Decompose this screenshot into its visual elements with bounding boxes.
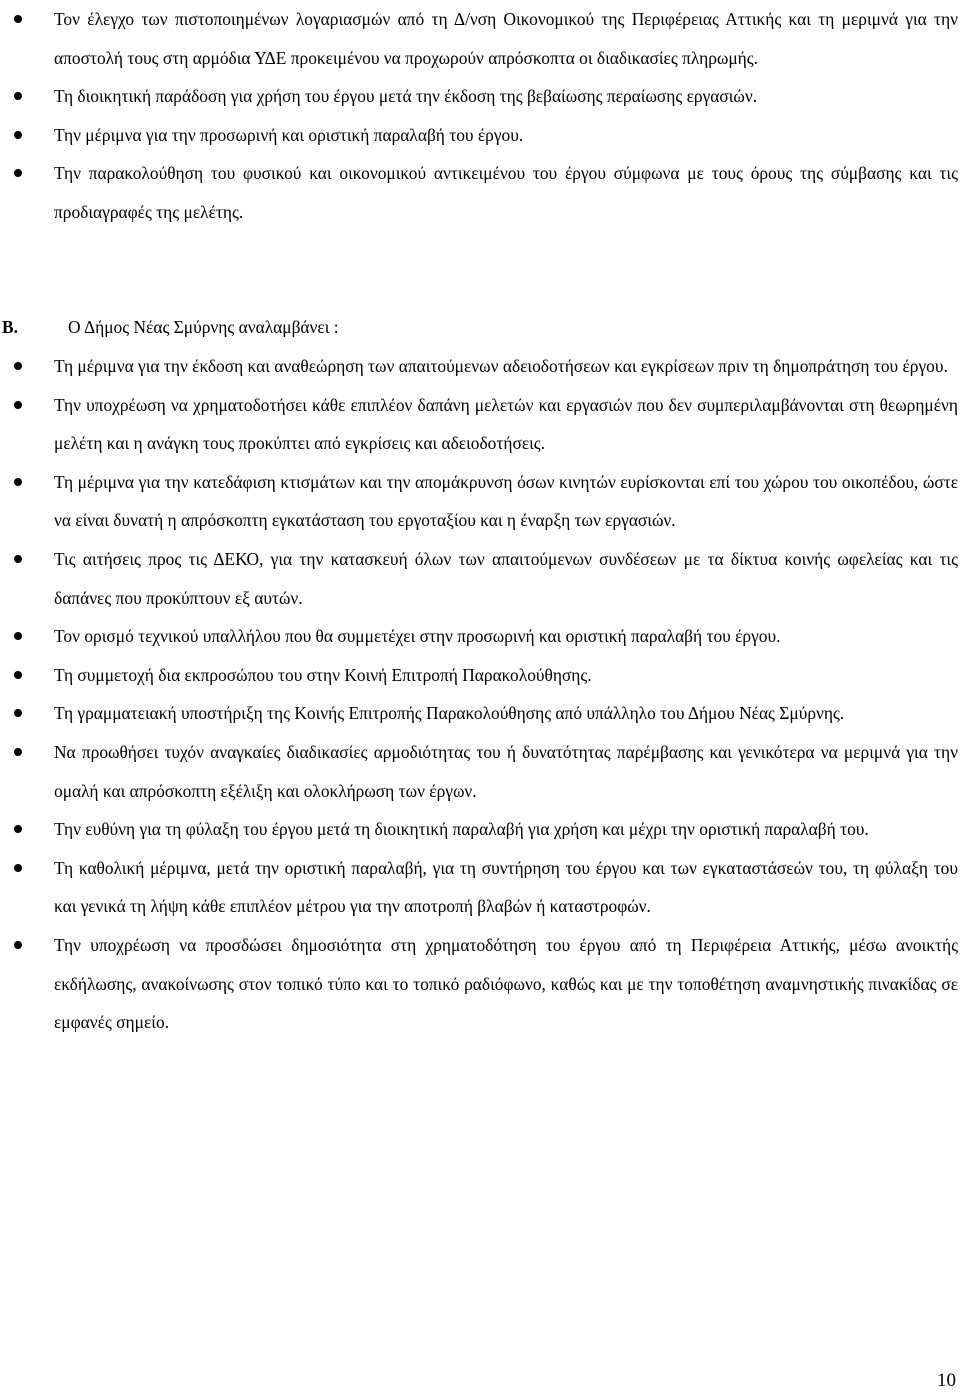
list-item-text: Την μέριμνα για την προσωρινή και οριστική παραλαβή του έργου. <box>54 124 524 145</box>
bullet-icon <box>14 864 22 872</box>
bullet-icon <box>14 941 22 949</box>
list-item-text: Τη συμμετοχή δια εκπροσώπου του στην Κοινή Επιτροπή Παρακολούθησης. <box>54 664 592 685</box>
list-item-text: Να προωθήσει τυχόν αναγκαίες διαδικασίες αρμοδιότητας του ή δυνατότητας παρέμβασης και γενικότερα να μεριμνά για την ομαλή και απρόσκοπτη εξέλιξη και ολοκλήρωση των έργων. <box>54 741 958 801</box>
bullet-icon <box>14 632 22 640</box>
obligations-list-a <box>0 0 960 232</box>
bullet-icon <box>14 92 22 100</box>
list-item <box>0 926 960 1042</box>
bullet-icon <box>14 748 22 756</box>
list-item-text: Τις αιτήσεις προς τις ΔΕΚΟ, για την κατασκευή όλων των απαιτούμενων συνδέσεων με τα δίκτυα κοινής ωφελείας και τις δαπάνες που προκύπτουν εξ αυτών. <box>54 548 958 608</box>
bullet-icon <box>14 362 22 370</box>
list-item-text: Την υποχρέωση να προσδώσει δημοσιότητα στη χρηματοδότηση του έργου από τη Περιφέρεια Αττικής, μέσω ανοικτής εκδήλωσης, ανακοίνωσης στον τοπικό τύπο και το τοπικό ραδιόφωνο, καθώς και με την τοποθέτηση αναμνηστικής πινακίδας σε εμφανές σημείο. <box>54 934 958 1033</box>
list-item-text: Την ευθύνη για τη φύλαξη του έργου μετά τη διοικητική παραλαβή για χρήση και μέχρι την οριστική παραλαβή του. <box>54 819 869 840</box>
bullet-icon <box>14 169 22 177</box>
list-item <box>0 386 960 463</box>
list-item <box>0 154 960 231</box>
list-item <box>0 810 960 849</box>
section-b-heading <box>0 308 960 347</box>
list-item <box>0 656 960 695</box>
section-heading-text: Ο Δήμος Νέας Σμύρνης αναλαμβάνει : <box>68 317 339 337</box>
list-item <box>0 849 960 926</box>
list-item-text: Τον έλεγχο των πιστοποιημένων λογαριασμών από τη Δ/νση Οικονομικού της Περιφέρειας Αττικής και τη μεριμνά για την αποστολή τους στη αρμόδια ΥΔΕ προκειμένου να προχωρούν απρόσκοπτα οι διαδικασίες πληρωμής. <box>54 9 958 68</box>
obligations-list-b <box>0 347 960 1042</box>
bullet-icon <box>14 478 22 486</box>
bullet-icon <box>14 825 22 833</box>
list-item-text: Τον ορισμό τεχνικού υπαλλήλου που θα συμμετέχει στην προσωρινή και οριστική παραλαβή του έργου. <box>54 626 781 647</box>
list-item <box>0 617 960 656</box>
list-item <box>0 0 960 77</box>
section-marker: Β. <box>2 317 18 337</box>
list-item <box>0 116 960 155</box>
list-item-text: Τη διοικητική παράδοση για χρήση του έργου μετά την έκδοση της βεβαίωσης περαίωσης εργασιών. <box>54 86 758 107</box>
page-number: 10 <box>937 1370 956 1391</box>
list-item-text: Την παρακολούθηση του φυσικού και οικονομικού αντικειμένου του έργου σύμφωνα με τους όρους της σύμβασης και τις προδιαγραφές της μελέτης. <box>54 163 958 222</box>
bullet-icon <box>14 131 22 139</box>
bullet-icon <box>14 709 22 717</box>
list-item-text: Τη καθολική μέριμνα, μετά την οριστική παραλαβή, για τη συντήρηση του έργου και των εγκαταστάσεών του, τη φύλαξη του και γενικά τη λήψη κάθε επιπλέον μέτρου για την αποτροπή βλαβών ή καταστροφών. <box>54 857 958 917</box>
bullet-icon <box>14 15 22 23</box>
list-item-text: Τη γραμματειακή υποστήριξη της Κοινής Επιτροπής Παρακολούθησης από υπάλληλο του Δήμου Νέας Σμύρνης. <box>54 703 845 724</box>
bullet-icon <box>14 555 22 563</box>
list-item <box>0 694 960 733</box>
list-item-text: Τη μέριμνα για την έκδοση και αναθεώρηση των απαιτούμενων αδειοδοτήσεων και εγκρίσεων πριν τη δημοπράτηση του έργου. <box>54 356 948 376</box>
list-item <box>0 463 960 540</box>
list-item <box>0 347 960 386</box>
list-item-text: Την υποχρέωση να χρηματοδοτήσει κάθε επιπλέον δαπάνη μελετών και εργασιών που δεν συμπεριλαμβάνονται στη θεωρημένη μελέτη και η ανάγκη τους προκύπτει από εγκρίσεις και αδειοδοτήσεις. <box>54 394 958 454</box>
bullet-icon <box>14 401 22 409</box>
bullet-icon <box>14 671 22 679</box>
list-item <box>0 77 960 116</box>
list-item <box>0 540 960 617</box>
list-item-text: Τη μέριμνα για την κατεδάφιση κτισμάτων και την απομάκρυνση όσων κινητών ευρίσκονται επί του χώρου του οικοπέδου, ώστε να είναι δυνατή η απρόσκοπτη εγκατάσταση του εργοταξίου και η έναρξη των εργασιών. <box>54 471 958 531</box>
list-item <box>0 733 960 810</box>
